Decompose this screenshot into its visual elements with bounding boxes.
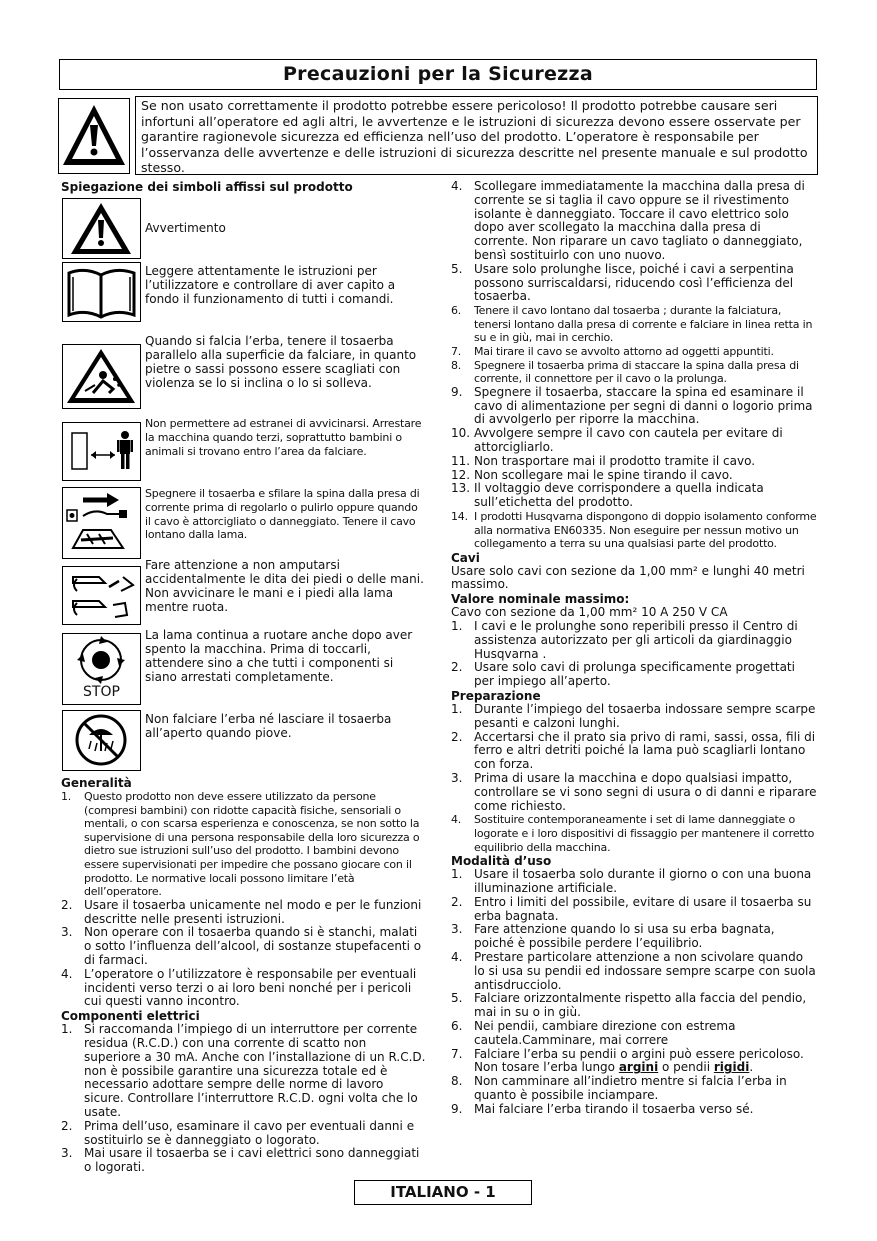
symbol-box xyxy=(62,487,141,559)
list-item: 1. I cavi e le prolunghe sono reperibili presso il Centro di assistenza autorizzato per gli articoli da giardinaggio Husqvarna . xyxy=(451,619,798,661)
preparazione-heading: Preparazione xyxy=(451,689,541,704)
componenti-heading: Componenti elettrici xyxy=(61,1009,200,1024)
generalita-list xyxy=(61,790,426,1009)
valore-list xyxy=(451,620,817,689)
list-item: 7. Mai tirare il cavo se avvolto attorno ad oggetti appuntiti. xyxy=(451,344,774,358)
list-item: 7. Falciare l’erba su pendii o argini può essere pericoloso. Non tosare l’erba lungo argini o pendii rigidi. xyxy=(451,1046,804,1075)
list-item: 1. Questo prodotto non deve essere utilizzato da persone (compresi bambini) con ridotte capacità fisiche, sensoriali o mentali, o con scarsa esperienza e conoscenza, se non sotto la supervisione di una persona responsabile della loro sicurezza o dietro sue istruzioni sull’uso del prodotto. I bambini devono essere supervisionati per impedire che possano giocare con il prodotto. Le normative locali possono limitare l’età dell’operatore. xyxy=(61,790,420,899)
warning-triangle-icon xyxy=(63,199,140,258)
list-item: 4. L’operatore o l’utilizzatore è responsabile per eventuali incidenti verso terzi o ai loro beni nonché per i pericoli cui questi vanno incontro. xyxy=(61,966,417,1009)
list-item: 4. Sostituire contemporaneamente i set di lame danneggiate o logorate e i loro dispositivi di fissaggio per mantenere il corretto equilibrio della macchina. xyxy=(451,813,815,854)
blade-feet-icon xyxy=(63,567,140,624)
list-item: 3. Fare attenzione quando lo si usa su erba bagnata, poiché è possibile perdere l’equilibrio. xyxy=(451,922,775,951)
symbol-text: Avvertimento xyxy=(145,221,226,235)
list-item: 11. Non trasportare mai il prodotto tramite il cavo. xyxy=(451,453,756,468)
no-rain-icon xyxy=(63,711,140,770)
list-item: 2. Prima dell’uso, esaminare il cavo per eventuali danni e sostituirlo se è danneggiato o logorato. xyxy=(61,1118,415,1147)
symbol-box xyxy=(62,710,141,771)
modalita-list xyxy=(451,868,817,1116)
list-item: 9. Spegnere il tosaerba, staccare la spina ed esaminare il cavo di alimentazione per segni di danni o logorio prima di avvolgerlo per riporre la macchina. xyxy=(451,384,813,427)
symbol-box xyxy=(62,422,141,481)
list-item: 10. Avvolgere sempre il cavo con cautela per evitare di attorcigliarlo. xyxy=(451,426,783,454)
valore-text: Cavo con sezione da 1,00 mm² 10 A 250 V CA xyxy=(451,605,728,620)
list-item: 2. Entro i limiti del possibile, evitare di usare il tosaerba su erba bagnata. xyxy=(451,894,812,923)
argini-link[interactable]: argini xyxy=(618,1060,659,1075)
list-item: 3. Mai usare il tosaerba se i cavi elettrici sono danneggiati o logorati. xyxy=(61,1146,420,1175)
cavi-text: Usare solo cavi con sezione da 1,00 mm² e lunghi 40 metri massimo. xyxy=(451,563,805,592)
stop-label: STOP xyxy=(83,684,120,700)
symbol-box xyxy=(62,344,141,409)
symbol-text: La lama continua a ruotare anche dopo aver spento la macchina. Prima di toccarli, attendere sino a che tutti i componenti si siano arrestati completamente. xyxy=(145,628,413,684)
symbol-box xyxy=(62,262,141,322)
warning-box xyxy=(58,98,130,174)
cavi-heading: Cavi xyxy=(451,550,480,565)
list-item: 2. Usare solo cavi di prolunga specificamente progettati per impiego all’aperto. xyxy=(451,660,795,689)
componenti-list-right xyxy=(451,180,817,551)
rigidi-link[interactable]: rigidi xyxy=(713,1060,750,1075)
list-item: 1. Si raccomanda l’impiego di un interruttore per corrente residua (R.C.D.) con una corrente di scatto non superiore a 30 mA. Anche con l’installazione di un R.C.D. non è possibile garantire una sicurezza totale ed è necessario adottare sempre delle norme di lavoro sicure. Controllare l’interruttore R.C.D. ogni volta che lo usate. xyxy=(61,1022,426,1119)
intro-warning-text: Se non usato correttamente il prodotto potrebbe essere pericoloso! Il prodotto potrebbe causare seri infortuni all’operatore ed agli altri, le avvertenze e le istruzioni di sicurezza devono essere osservate per garantire ragionevole sicurezza ed efficienza nell’uso del prodotto. L’operatore è responsabile per l’osservanza delle avvertenze e delle istruzioni di sicurezza descritte nel presente manuale e sul prodotto stesso. xyxy=(135,96,818,175)
list-item: 1. Durante l’impiego del tosaerba indossare sempre scarpe pesanti e calzoni lunghi. xyxy=(451,702,816,730)
list-item: 8. Non camminare all’indietro mentre si falcia l’erba in quanto è possibile inciampare. xyxy=(451,1074,787,1102)
list-item: 2. Usare il tosaerba unicamente nel modo e per le funzioni descritte nelle presenti istruzioni. xyxy=(61,897,422,926)
list-item: 9. Mai falciare l’erba tirando il tosaerba verso sé. xyxy=(451,1101,754,1116)
list-item: 4. Prestare particolare attenzione a non scivolare quando lo si usa su pendii ed indossare sempre scarpe con suola antisdrucciolo. xyxy=(451,950,816,992)
right-column xyxy=(451,180,817,1117)
valore-heading: Valore nominale massimo: xyxy=(451,592,630,607)
warning-triangle-icon xyxy=(59,99,129,173)
modalita-heading: Modalità d’uso xyxy=(451,854,552,869)
list-item: 14. I prodotti Husqvarna dispongono di doppio isolamento conforme alla normativa EN60335. Non eseguire per nessun motivo un collegamento a terra su una qualsiasi parte del prodotto. xyxy=(451,509,817,551)
list-item: 5. Usare solo prolunghe lisce, poiché i cavi a serpentina possono surriscaldarsi, riducendo così l’efficienza del tosaerba. xyxy=(451,261,794,304)
list-item: 5. Falciare orizzontalmente rispetto alla faccia del pendio, mai in su o in giù. xyxy=(451,991,807,1020)
keep-distance-icon xyxy=(63,423,140,480)
list-item: 3. Non operare con il tosaerba quando si è stanchi, malati o sotto l’influenza dell’alcool, di sostanze stupefacenti o di farmaci. xyxy=(61,925,422,967)
list-item: 8. Spegnere il tosaerba prima di staccare la spina dalla presa di corrente, il connettore per il cavo o la prolunga. xyxy=(451,358,799,386)
generalita-heading: Generalità xyxy=(61,776,132,790)
symbols-heading: Spiegazione dei simboli affissi sul prodotto xyxy=(61,180,353,194)
manual-book-icon xyxy=(63,263,140,321)
page-footer: ITALIANO - 1 xyxy=(354,1180,532,1205)
symbol-box xyxy=(62,633,141,705)
list-item: 4. Scollegare immediatamente la macchina dalla presa di corrente se si taglia il cavo oppure se il rivestimento isolante è danneggiato. Toccare il cavo elettrico solo dopo aver scollegato la macchina dalla presa di corrente. Non riparare un cavo tagliato o danneggiato, bensì sostituirlo con uno nuovo. xyxy=(451,179,805,262)
page-title: Precauzioni per la Sicurezza xyxy=(59,59,817,90)
symbol-box xyxy=(62,198,141,259)
list-item: 2. Accertarsi che il prato sia privo di rami, sassi, ossa, fili di ferro e altri detriti poiché la lama può scagliarli lontano con forza. xyxy=(451,729,816,772)
symbol-text: Quando si falcia l’erba, tenere il tosaerba parallelo alla superficie da falciare, in quanto pietre o sassi possono essere scagliati con violenza se lo si inclina o lo si solleva. xyxy=(145,334,417,390)
list-item: 13. Il voltaggio deve corrispondere a quella indicata sull’etichetta del prodotto. xyxy=(451,481,764,510)
list-item: 6. Tenere il cavo lontano dal tosaerba ; durante la falciatura, tenersi lontano dalla presa di corrente e falciare in linea retta in su e in giù, mai in cerchio. xyxy=(451,304,813,345)
symbol-text: Non falciare l’erba né lasciare il tosaerba all’aperto quando piove. xyxy=(145,712,392,740)
unplug-icon xyxy=(63,488,140,558)
thrown-objects-icon xyxy=(63,345,140,408)
symbol-text: Non permettere ad estranei di avvicinarsi. Arrestare la macchina quando terzi, soprattutto bambini o animali si trovano entro l’area da falciare. xyxy=(145,417,422,458)
componenti-list-left xyxy=(61,1023,426,1175)
symbol-box xyxy=(62,566,141,625)
list-item: 12. Non scollegare mai le spine tirando il cavo. xyxy=(451,467,733,482)
list-item: 1. Usare il tosaerba solo durante il giorno o con una buona illuminazione artificiale. xyxy=(451,867,812,896)
symbol-text: Spegnere il tosaerba e sfilare la spina dalla presa di corrente prima di regolarlo o pulirlo oppure quando il cavo è attorcigliato o danneggiato. Tenere il cavo lontano dalla lama. xyxy=(145,487,420,542)
list-item: 3. Prima di usare la macchina e dopo qualsiasi impatto, controllare se vi sono segni di usura o di danni e riparare come richiesto. xyxy=(451,771,817,813)
preparazione-list xyxy=(451,703,817,854)
symbol-text: Leggere attentamente le istruzioni per l’utilizzatore e controllare di aver capito a fondo il funzionamento di tutti i comandi. xyxy=(145,264,396,306)
left-column-lower xyxy=(61,776,426,1175)
symbol-text: Fare attenzione a non amputarsi accidentalmente le dita dei piedi o delle mani. Non avvicinare le mani e i piedi alla lama mentre ruota. xyxy=(145,558,424,614)
list-item: 6. Nei pendii, cambiare direzione con estrema cautela.Camminare, mai correre xyxy=(451,1018,736,1047)
